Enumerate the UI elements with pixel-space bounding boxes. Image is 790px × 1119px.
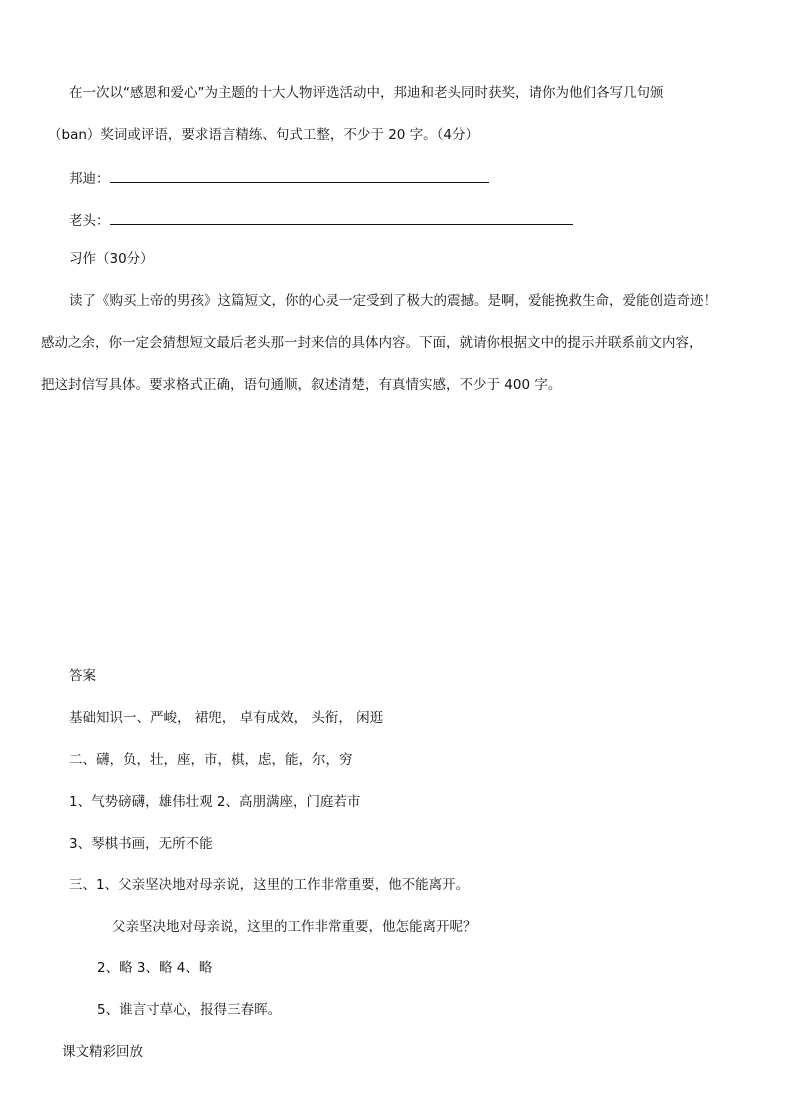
answers-basic: 基础知识一、严峻， 裙兜， 卓有成效， 头衔， 闲逛 [69, 710, 384, 726]
oldman-answer-blank[interactable] [110, 210, 573, 225]
oldman-label: 老头： [69, 213, 110, 229]
answers-item-3: 3、琴棋书画，无所不能 [69, 836, 213, 852]
bondi-answer-blank[interactable] [110, 168, 489, 183]
oldman-answer-row [69, 210, 573, 230]
answers-part-2: 二、礴，负，壮，座，市，棋，虑，能，尔，穷 [69, 752, 353, 768]
answers-item-1-2: 1、气势磅礴，雄伟壮观 2、高朋满座，门庭若市 [69, 794, 361, 810]
composition-line-1: 读了《购买上帝的男孩》这篇短文，你的心灵一定受到了极大的震撼。是啊，爱能挽救生命，爱能创造奇迹！ [69, 293, 717, 309]
bondi-answer-row [69, 168, 489, 188]
answers-part-3-1b: 父亲坚决地对母亲说，这里的工作非常重要，他怎能离开呢？ [112, 919, 477, 935]
answers-part-3-5: 5、谁言寸草心，报得三春晖。 [97, 1002, 282, 1018]
composition-line-3: 把这封信写具体。要求格式正确，语句通顺，叙述清楚，有真情实感，不少于 400 字。 [41, 377, 562, 393]
composition-line-2: 感动之余，你一定会猜想短文最后老头那一封来信的具体内容。下面，就请你根据文中的提示并联系前文内容， [41, 335, 703, 351]
question-line-2: （ban）奖词或评语，要求语言精练、句式工整，不少于 20 字。（4分） [48, 127, 479, 143]
answers-part-3-1: 三、1、父亲坚决地对母亲说，这里的工作非常重要，他不能离开。 [69, 877, 470, 893]
composition-title: 习作（30分） [69, 251, 154, 267]
answers-heading: 答案 [69, 668, 96, 684]
bondi-label: 邦迪： [69, 171, 110, 187]
question-line-1: 在一次以“感恩和爱心”为主题的十大人物评选活动中，邦迪和老头同时获奖，请你为他们各写几句颁 [69, 85, 664, 101]
section-footer-heading: 课文精彩回放 [62, 1044, 143, 1060]
answers-part-3-234: 2、略 3、略 4、略 [97, 960, 213, 976]
